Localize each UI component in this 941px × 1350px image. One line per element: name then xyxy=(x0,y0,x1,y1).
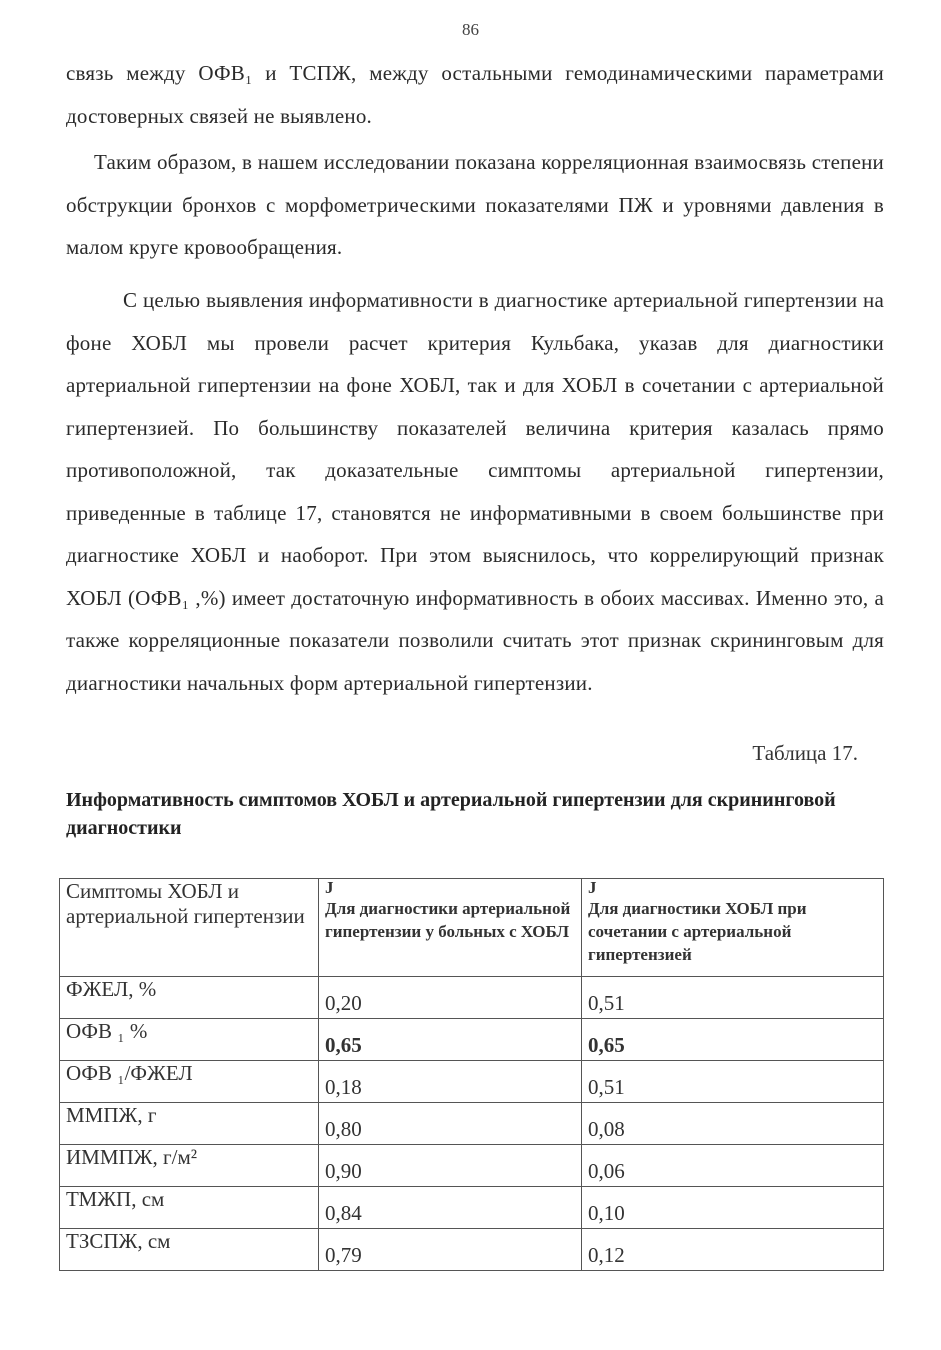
symptom-cell: ОФВ ₁/ФЖЕЛ xyxy=(60,1061,319,1103)
table-row xyxy=(60,1145,884,1187)
informativeness-table xyxy=(59,878,884,1271)
paragraph-1: связь между ОФВ₁ и ТСПЖ, между остальными гемодинамическими параметрами достоверных связей не выявлено. xyxy=(66,61,884,128)
header-ag xyxy=(319,879,582,977)
symptom-cell: ФЖЕЛ, % xyxy=(60,977,319,1019)
table-row xyxy=(60,1187,884,1229)
page-number: 86 xyxy=(462,20,479,39)
paragraph-2: Таким образом, в нашем исследовании показана корреляционная взаимосвязь степени обструкции бронхов с морфометрическими показателями ПЖ и уровнями давления в малом круге кровообращения. xyxy=(66,150,884,259)
ag-value-cell: 0,90 xyxy=(319,1145,582,1187)
copd-value-cell: 0,10 xyxy=(582,1187,884,1229)
table-header-row xyxy=(60,879,884,977)
header-symptoms xyxy=(60,879,319,977)
header-copd xyxy=(582,879,884,977)
ag-value-cell: 0,18 xyxy=(319,1061,582,1103)
table-row xyxy=(60,1061,884,1103)
paragraph-3: С целью выявления информативности в диагностике артериальной гипертензии на фоне ХОБЛ мы провели расчет критерия Кульбака, указав для диагностики артериальной гипертензии на фоне ХОБЛ, так и для ХОБЛ в сочетании с артериальной гипертензией. По большинству показателей величина критерия казалась прямо противоположной, так доказательные симптомы артериальной гипертензии, приведенные в таблице 17, становятся не информативными в своем большинстве при диагностике ХОБЛ и наоборот. При этом выяснилось, что коррелирующий признак ХОБЛ (ОФВ₁ ,%) имеет достаточную информативность в обоих массивах. Именно это, а также корреляционные показатели позволили считать этот признак скрининговым для диагностики начальных форм артериальной гипертензии. xyxy=(66,288,884,695)
table-title: Информативность симптомов ХОБЛ и артериальной гипертензии для скрининговой диагностики xyxy=(66,789,836,839)
symptom-cell: ТЗСПЖ, см xyxy=(60,1229,319,1271)
copd-value-cell: 0,65 xyxy=(582,1019,884,1061)
table-row xyxy=(60,1229,884,1271)
symptom-cell: ТМЖП, см xyxy=(60,1187,319,1229)
header-copd-label: Для диагностики ХОБЛ при сочетании с артериальной гипертензией xyxy=(588,899,807,964)
table-label: Таблица 17. xyxy=(752,741,858,765)
header-copd-symbol: J xyxy=(588,878,597,897)
ag-value-cell: 0,84 xyxy=(319,1187,582,1229)
symptom-cell: ММПЖ, г xyxy=(60,1103,319,1145)
copd-value-cell: 0,12 xyxy=(582,1229,884,1271)
ag-value-cell: 0,79 xyxy=(319,1229,582,1271)
copd-value-cell: 0,51 xyxy=(582,977,884,1019)
table-row xyxy=(60,1019,884,1061)
header-symptoms-label: Симптомы ХОБЛ и артериальной гипертензии xyxy=(66,879,305,928)
ag-value-cell: 0,20 xyxy=(319,977,582,1019)
copd-value-cell: 0,51 xyxy=(582,1061,884,1103)
header-ag-symbol: J xyxy=(325,878,334,897)
ag-value-cell: 0,80 xyxy=(319,1103,582,1145)
symptom-cell: ИММПЖ, г/м² xyxy=(60,1145,319,1187)
table-row xyxy=(60,977,884,1019)
table-row xyxy=(60,1103,884,1145)
ag-value-cell: 0,65 xyxy=(319,1019,582,1061)
copd-value-cell: 0,06 xyxy=(582,1145,884,1187)
header-ag-label: Для диагностики артериальной гипертензии у больных с ХОБЛ xyxy=(325,899,571,941)
copd-value-cell: 0,08 xyxy=(582,1103,884,1145)
symptom-cell: ОФВ ₁ % xyxy=(60,1019,319,1061)
